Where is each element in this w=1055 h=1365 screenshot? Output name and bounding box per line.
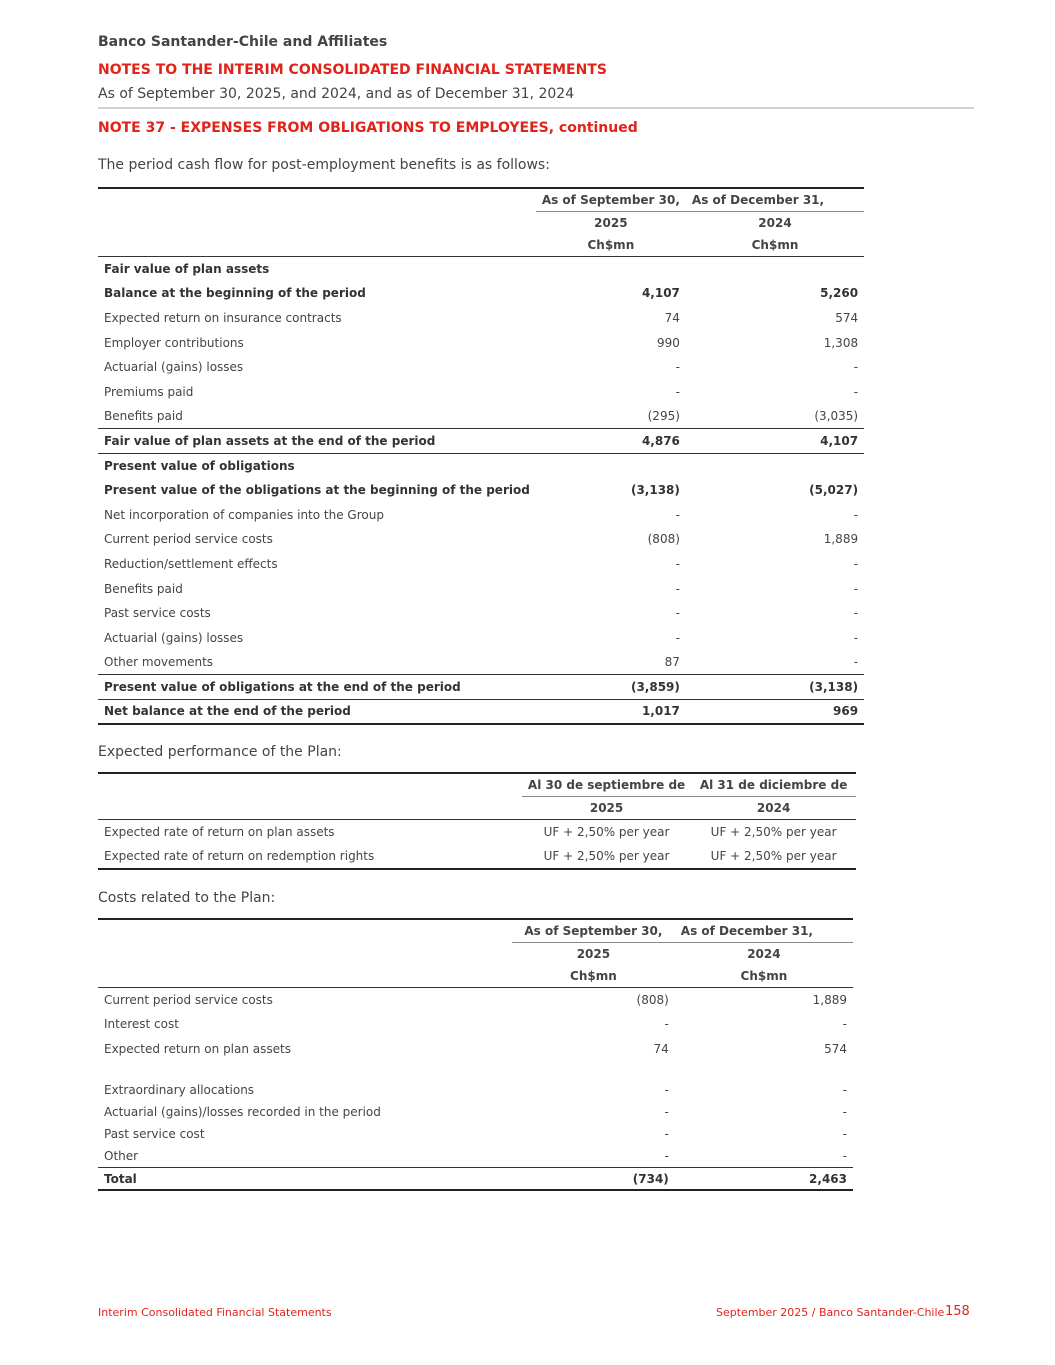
table3-col1-head: As of September 30, xyxy=(512,919,675,943)
row-value-2024: - xyxy=(842,1083,847,1098)
row-value-2025: - xyxy=(675,581,680,596)
table-row xyxy=(98,601,864,626)
row-label: Fair value of plan assets at the end of the period xyxy=(98,429,536,454)
row-label: Present value of obligations at the end of the period xyxy=(98,675,536,700)
row-label: Actuarial (gains) losses xyxy=(104,360,244,375)
table1-col2-unit: Ch$mn xyxy=(751,238,799,252)
row-value-2025: (808) xyxy=(647,532,680,547)
row-value-2025: 4,107 xyxy=(641,286,680,301)
table2-col1-head: Al 30 de septiembre de xyxy=(522,773,691,797)
table-row xyxy=(98,1079,853,1101)
table-row xyxy=(98,429,864,454)
row-value-2025: - xyxy=(675,384,680,399)
row-value-2024: 2,463 xyxy=(675,1167,853,1190)
row-label: Benefits paid xyxy=(104,581,183,596)
table1-col1-head: As of September 30, xyxy=(536,188,686,212)
row-value-2024: - xyxy=(842,1017,847,1032)
table3-col1-unit: Ch$mn xyxy=(570,969,617,983)
row-value-2025: 1,017 xyxy=(536,699,686,724)
table-row xyxy=(98,330,864,355)
row-label: Total xyxy=(98,1167,512,1190)
row-value-2025: (3,138) xyxy=(630,483,680,498)
row-value-2025: (808) xyxy=(512,988,675,1013)
row-value-2024: 1,308 xyxy=(823,335,859,350)
table-row xyxy=(98,675,864,700)
table-row xyxy=(98,820,856,845)
row-value-2025: - xyxy=(675,507,680,522)
table2-col1-year: 2025 xyxy=(589,801,624,815)
table-row xyxy=(98,988,853,1013)
table3-col2-unit: Ch$mn xyxy=(740,969,788,983)
table3-col1-year: 2025 xyxy=(576,947,611,961)
row-label: Expected rate of return on redemption rights xyxy=(98,844,522,869)
table-row xyxy=(98,404,864,429)
row-label: Expected rate of return on plan assets xyxy=(98,820,522,845)
spacer-row xyxy=(98,1061,853,1079)
row-label: Actuarial (gains) losses xyxy=(104,630,244,645)
table2-col2-head: Al 31 de diciembre de xyxy=(691,773,856,797)
row-value-2025: - xyxy=(664,1127,669,1142)
row-label: Present value of obligations xyxy=(98,453,536,478)
row-label: Expected return on insurance contracts xyxy=(104,310,342,325)
table-row xyxy=(98,478,864,503)
table-row xyxy=(98,1101,853,1123)
footer-left: Interim Consolidated Financial Statements xyxy=(98,1306,332,1319)
table1-col1-year: 2025 xyxy=(594,216,628,230)
row-value-2024: (3,138) xyxy=(686,675,864,700)
row-label: Extraordinary allocations xyxy=(104,1083,255,1098)
table-row xyxy=(98,552,864,577)
row-value-2025: - xyxy=(675,630,680,645)
row-value-2025 xyxy=(536,257,686,282)
table-row xyxy=(98,306,864,331)
expected-performance-table xyxy=(98,772,856,870)
row-value-2025: 87 xyxy=(664,655,680,670)
row-label: Premiums paid xyxy=(104,384,194,399)
row-label: Current period service costs xyxy=(98,988,512,1013)
row-value-2025: 74 xyxy=(664,310,680,325)
row-value-2024: - xyxy=(853,630,859,645)
table3-col2-head: As of December 31, xyxy=(675,919,853,943)
row-label: Past service costs xyxy=(104,606,211,621)
note-title: NOTE 37 - EXPENSES FROM OBLIGATIONS TO EMPLOYEES, continued xyxy=(98,120,638,136)
row-value-2024: 1,889 xyxy=(675,988,853,1013)
post-employment-cashflow-table xyxy=(98,187,864,725)
table3-col2-year: 2024 xyxy=(747,947,781,961)
row-value-2025: - xyxy=(664,1105,669,1120)
row-value-2025: - xyxy=(664,1149,669,1164)
table-row xyxy=(98,502,864,527)
table-row xyxy=(98,576,864,601)
row-value-2024: 574 xyxy=(835,310,859,325)
row-label: Past service cost xyxy=(104,1127,205,1142)
row-value-2024: - xyxy=(853,507,859,522)
row-value-2024: (3,035) xyxy=(814,409,859,424)
row-value-2025: - xyxy=(664,1017,669,1032)
row-value-2025: - xyxy=(675,606,680,621)
table-row xyxy=(98,625,864,650)
table-row xyxy=(98,650,864,675)
row-value-2024: UF + 2,50% per year xyxy=(691,820,856,845)
page-number: 158 xyxy=(945,1304,970,1319)
row-value-2024: - xyxy=(853,655,859,670)
notes-title: NOTES TO THE INTERIM CONSOLIDATED FINANCIAL STATEMENTS xyxy=(98,62,607,78)
table1-header-blank xyxy=(98,188,536,212)
row-value-2024: - xyxy=(842,1149,847,1164)
row-value-2025: (3,859) xyxy=(536,675,686,700)
row-value-2024 xyxy=(686,257,864,282)
table-row xyxy=(98,379,864,404)
table-row xyxy=(98,257,864,282)
row-value-2025: UF + 2,50% per year xyxy=(522,844,691,869)
company-name: Banco Santander-Chile and Affiliates xyxy=(98,34,388,50)
table1-col2-head: As of December 31, xyxy=(686,188,864,212)
table-row xyxy=(98,355,864,380)
row-value-2024: - xyxy=(853,581,859,596)
table-row xyxy=(98,1012,853,1037)
row-value-2024: UF + 2,50% per year xyxy=(691,844,856,869)
row-value-2025: (734) xyxy=(512,1167,675,1190)
row-value-2024: - xyxy=(853,556,859,571)
row-value-2024: 1,889 xyxy=(823,532,859,547)
row-value-2024: (5,027) xyxy=(809,483,859,498)
row-value-2024: 574 xyxy=(824,1041,847,1056)
row-value-2025: UF + 2,50% per year xyxy=(522,820,691,845)
row-label: Benefits paid xyxy=(104,409,183,424)
row-label: Employer contributions xyxy=(104,335,244,350)
row-value-2024: - xyxy=(853,384,859,399)
row-label: Actuarial (gains)/losses recorded in the period xyxy=(104,1105,381,1120)
row-label: Other movements xyxy=(104,655,214,670)
row-label: Other xyxy=(104,1149,139,1164)
row-label: Balance at the beginning of the period xyxy=(104,286,366,301)
row-value-2025: 990 xyxy=(657,335,680,350)
row-label: Expected return on plan assets xyxy=(104,1041,291,1056)
row-value-2024: 969 xyxy=(686,699,864,724)
row-value-2025 xyxy=(536,453,686,478)
table-row xyxy=(98,453,864,478)
plan-costs-table xyxy=(98,918,853,1191)
table-row xyxy=(98,1167,853,1190)
row-value-2024 xyxy=(686,453,864,478)
date-line: As of September 30, 2025, and 2024, and as of December 31, 2024 xyxy=(98,86,575,102)
table3-intro: Costs related to the Plan: xyxy=(98,890,276,906)
table2-intro: Expected performance of the Plan: xyxy=(98,744,342,760)
row-label: Net incorporation of companies into the Group xyxy=(104,507,384,522)
table-row xyxy=(98,844,856,869)
row-value-2024: 4,107 xyxy=(686,429,864,454)
row-value-2025: - xyxy=(664,1083,669,1098)
row-value-2024: - xyxy=(842,1105,847,1120)
row-value-2025: - xyxy=(675,360,680,375)
row-label: Interest cost xyxy=(104,1017,179,1032)
row-label: Present value of the obligations at the beginning of the period xyxy=(104,483,530,498)
table1-col2-year: 2024 xyxy=(758,216,792,230)
header-divider xyxy=(98,107,974,109)
row-label: Net balance at the end of the period xyxy=(98,699,536,724)
table2-col2-year: 2024 xyxy=(756,801,791,815)
table1-intro: The period cash flow for post-employment benefits is as follows: xyxy=(98,157,550,173)
row-value-2024: - xyxy=(842,1127,847,1142)
row-value-2025: 74 xyxy=(653,1041,669,1056)
row-value-2025: 4,876 xyxy=(536,429,686,454)
row-value-2024: - xyxy=(853,606,859,621)
footer-right: September 2025 / Banco Santander-Chile xyxy=(716,1306,945,1319)
table-row xyxy=(98,1037,853,1062)
row-value-2024: - xyxy=(853,360,859,375)
table-row xyxy=(98,1123,853,1145)
table-row xyxy=(98,281,864,306)
table-row xyxy=(98,527,864,552)
table-row xyxy=(98,699,864,724)
row-value-2025: - xyxy=(675,556,680,571)
row-label: Current period service costs xyxy=(104,532,273,547)
row-value-2025: (295) xyxy=(647,409,680,424)
table-row xyxy=(98,1145,853,1167)
table1-col1-unit: Ch$mn xyxy=(587,238,635,252)
row-value-2024: 5,260 xyxy=(820,286,859,301)
row-label: Reduction/settlement effects xyxy=(104,556,278,571)
row-label: Fair value of plan assets xyxy=(98,257,536,282)
